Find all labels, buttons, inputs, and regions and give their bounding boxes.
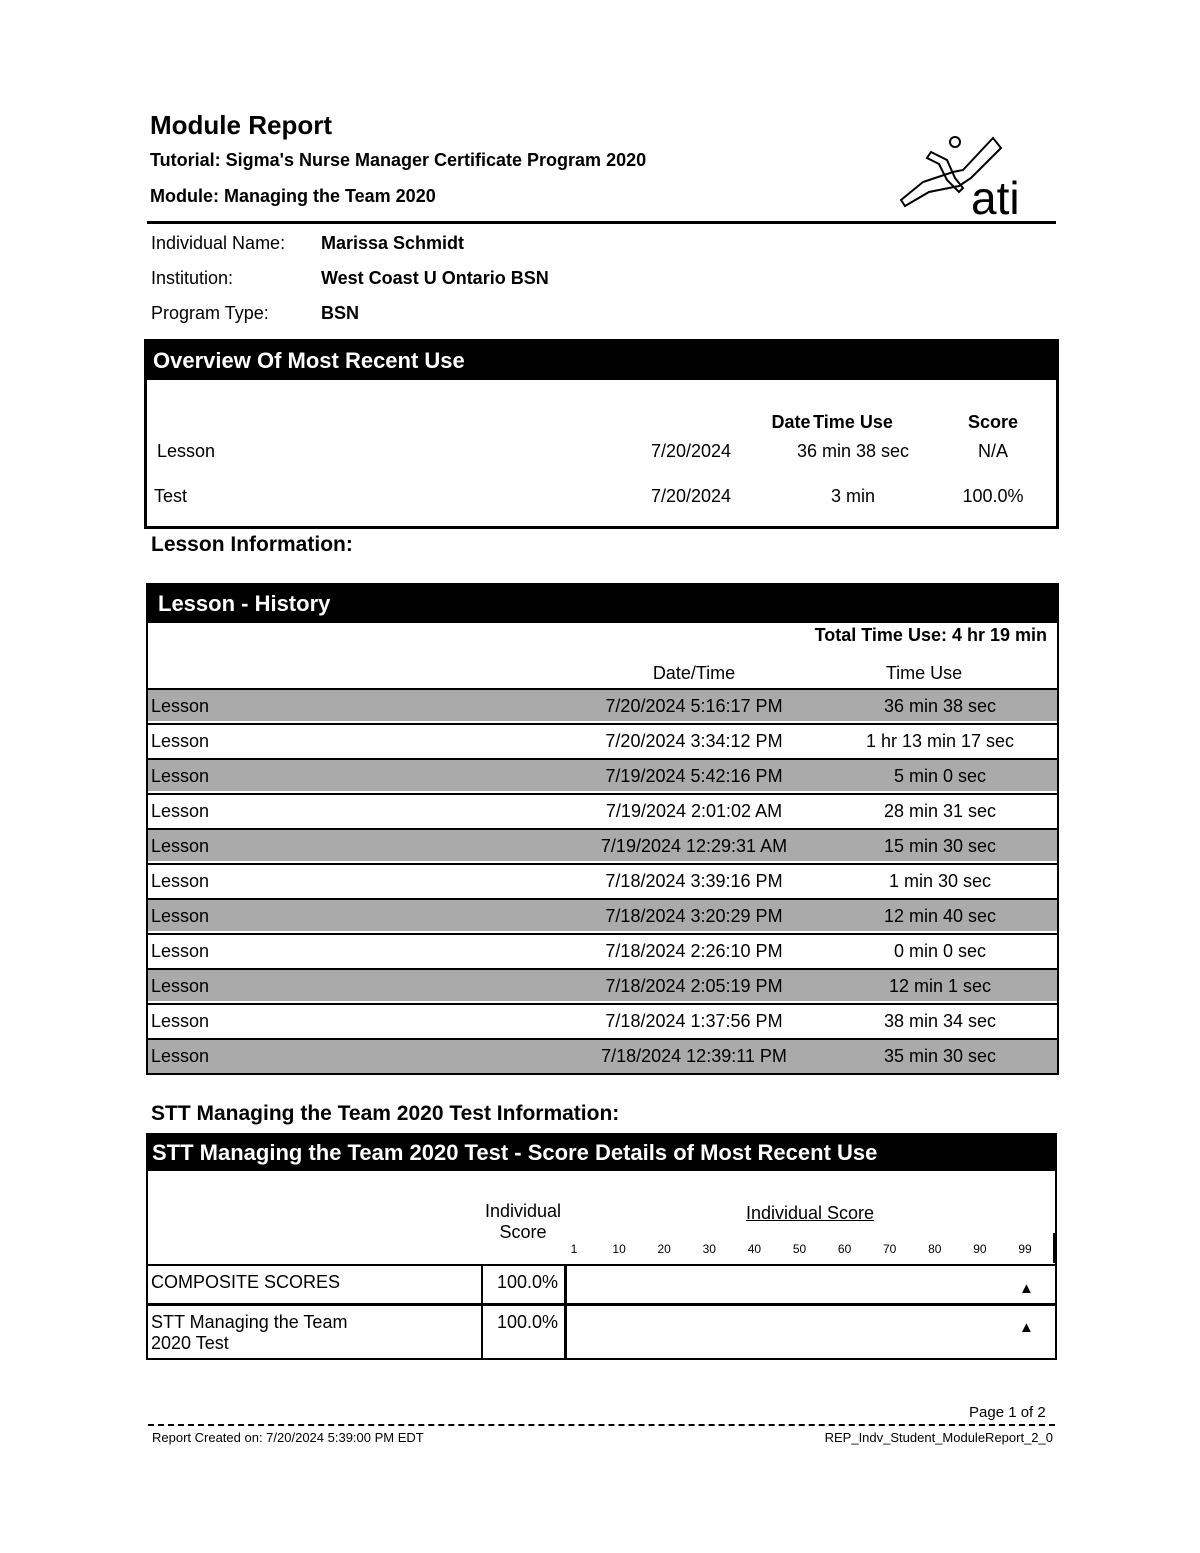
history-row xyxy=(148,793,1057,826)
page-number: Page 1 of 2 xyxy=(969,1404,1046,1421)
history-col-datetime: Date/Time xyxy=(652,663,736,683)
overview-col-date: Date xyxy=(771,412,811,432)
overview-row-test-score: 100.0% xyxy=(962,486,1024,506)
history-row-time: 5 min 0 sec xyxy=(893,766,987,786)
overview-row-lesson-time: 36 min 38 sec xyxy=(796,441,910,461)
stt-row-divider xyxy=(148,1303,1055,1306)
history-row-datetime: 7/20/2024 3:34:12 PM xyxy=(605,731,783,751)
composite-scores-label: COMPOSITE SCORES xyxy=(151,1272,341,1292)
history-row-datetime: 7/18/2024 3:20:29 PM xyxy=(605,906,783,926)
scale-end-tick xyxy=(1053,1233,1055,1263)
history-row-label: Lesson xyxy=(151,976,210,996)
institution-value: West Coast U Ontario BSN xyxy=(321,268,549,288)
history-row-time: 1 min 30 sec xyxy=(888,871,992,891)
ati-logo xyxy=(893,130,1043,220)
overview-row-lesson-date: 7/20/2024 xyxy=(650,441,732,461)
scale-tick-label: 40 xyxy=(747,1242,762,1256)
stt-test-score-value: 100.0% xyxy=(496,1312,558,1332)
stt-test-label-line2: 2020 Test xyxy=(151,1333,229,1353)
individual-score-scale-title: Individual Score xyxy=(745,1203,875,1223)
history-row xyxy=(148,828,1057,861)
composite-score-marker: ▲ xyxy=(1019,1280,1034,1297)
history-row xyxy=(148,688,1057,721)
history-row-label: Lesson xyxy=(151,836,210,856)
history-row-time: 36 min 38 sec xyxy=(883,696,997,716)
report-title: Module Report xyxy=(150,110,332,140)
logo-text: ati xyxy=(971,172,1020,220)
stt-score-title: STT Managing the Team 2020 Test - Score Details of Most Recent Use xyxy=(148,1135,1055,1171)
history-row xyxy=(148,968,1057,1001)
history-row-label: Lesson xyxy=(151,696,210,716)
history-row-label: Lesson xyxy=(151,731,210,751)
stt-test-label-line1: STT Managing the Team xyxy=(151,1312,348,1332)
history-row-label: Lesson xyxy=(151,1011,210,1031)
history-row-datetime: 7/19/2024 12:29:31 AM xyxy=(600,836,788,856)
overview-section xyxy=(144,339,1059,529)
history-row xyxy=(148,1038,1057,1073)
report-code: REP_Indv_Student_ModuleReport_2_0 xyxy=(824,1430,1053,1445)
history-row-datetime: 7/18/2024 3:39:16 PM xyxy=(605,871,783,891)
history-row-time: 15 min 30 sec xyxy=(883,836,997,856)
stt-test-score-marker: ▲ xyxy=(1019,1319,1034,1336)
module-name: Module: Managing the Team 2020 xyxy=(150,186,436,206)
overview-col-score: Score xyxy=(967,412,1019,432)
stt-col-divider xyxy=(481,1264,483,1359)
individual-name-label: Individual Name: xyxy=(151,233,286,253)
tutorial-name: Tutorial: Sigma's Nurse Manager Certificate Program 2020 xyxy=(150,150,647,170)
history-row-label: Lesson xyxy=(151,801,210,821)
history-row-label: Lesson xyxy=(151,941,210,961)
lesson-history-section xyxy=(146,583,1059,1075)
stt-row-divider xyxy=(148,1264,1055,1266)
history-row-time: 12 min 40 sec xyxy=(883,906,997,926)
history-row xyxy=(148,898,1057,931)
history-col-time: Time Use xyxy=(885,663,963,683)
history-row-time: 1 hr 13 min 17 sec xyxy=(865,731,1015,751)
history-row-time: 35 min 30 sec xyxy=(883,1046,997,1066)
history-row-datetime: 7/19/2024 5:42:16 PM xyxy=(605,766,783,786)
individual-score-col-line2: Score xyxy=(499,1222,547,1242)
history-row-label: Lesson xyxy=(151,906,210,926)
report-created-on: Report Created on: 7/20/2024 5:39:00 PM EDT xyxy=(152,1430,424,1445)
individual-name-value: Marissa Schmidt xyxy=(321,233,465,253)
history-row-time: 38 min 34 sec xyxy=(883,1011,997,1031)
history-row-datetime: 7/18/2024 12:39:11 PM xyxy=(601,1046,787,1066)
overview-row-test-label: Test xyxy=(154,486,188,506)
history-row xyxy=(148,863,1057,896)
overview-row-lesson-score: N/A xyxy=(977,441,1008,461)
scale-tick-label: 60 xyxy=(837,1242,852,1256)
overview-row-lesson-label: Lesson xyxy=(157,441,216,461)
history-row xyxy=(148,933,1057,966)
history-row-label: Lesson xyxy=(151,1046,210,1066)
history-row-datetime: 7/18/2024 2:26:10 PM xyxy=(605,941,783,961)
scale-tick-label: 10 xyxy=(612,1242,626,1256)
history-row xyxy=(148,1003,1057,1036)
individual-score-col-line1: Individual xyxy=(484,1201,562,1221)
scale-tick-label: 70 xyxy=(883,1242,897,1256)
program-type-value: BSN xyxy=(321,303,360,323)
overview-title: Overview Of Most Recent Use xyxy=(147,342,1056,380)
stt-score-section xyxy=(146,1133,1057,1360)
scale-tick-label: 30 xyxy=(702,1242,716,1256)
history-row-datetime: 7/18/2024 2:05:19 PM xyxy=(605,976,783,996)
history-row-datetime: 7/20/2024 5:16:17 PM xyxy=(605,696,783,716)
composite-score-value: 100.0% xyxy=(496,1272,558,1292)
scale-tick-label: 99 xyxy=(1018,1242,1032,1256)
stt-test-heading: STT Managing the Team 2020 Test Information: xyxy=(151,1102,620,1125)
stt-col-divider xyxy=(564,1264,567,1359)
history-row-label: Lesson xyxy=(151,766,210,786)
history-row-label: Lesson xyxy=(151,871,210,891)
scale-tick-label: 50 xyxy=(792,1242,807,1256)
lesson-information-heading: Lesson Information: xyxy=(151,533,353,556)
history-row-time: 12 min 1 sec xyxy=(888,976,992,996)
overview-col-time: Time Use xyxy=(813,412,893,432)
overview-row-test-date: 7/20/2024 xyxy=(650,486,732,506)
footer-divider xyxy=(148,1424,1055,1426)
total-time-use: Total Time Use: 4 hr 19 min xyxy=(814,625,1047,645)
institution-label: Institution: xyxy=(151,268,234,288)
scale-tick-label: 20 xyxy=(657,1242,671,1256)
lesson-history-title: Lesson - History xyxy=(148,585,1057,623)
history-row-datetime: 7/18/2024 1:37:56 PM xyxy=(605,1011,783,1031)
history-row xyxy=(148,758,1057,791)
history-row xyxy=(148,723,1057,756)
scale-tick-label: 80 xyxy=(928,1242,942,1256)
scale-tick-label: 1 xyxy=(570,1242,578,1256)
overview-row-test-time: 3 min xyxy=(830,486,875,506)
history-row-datetime: 7/19/2024 2:01:02 AM xyxy=(605,801,783,821)
program-type-label: Program Type: xyxy=(151,303,269,323)
scale-tick-label: 90 xyxy=(973,1242,987,1256)
history-row-time: 28 min 31 sec xyxy=(883,801,997,821)
history-row-time: 0 min 0 sec xyxy=(893,941,987,961)
header-divider xyxy=(147,221,1056,224)
